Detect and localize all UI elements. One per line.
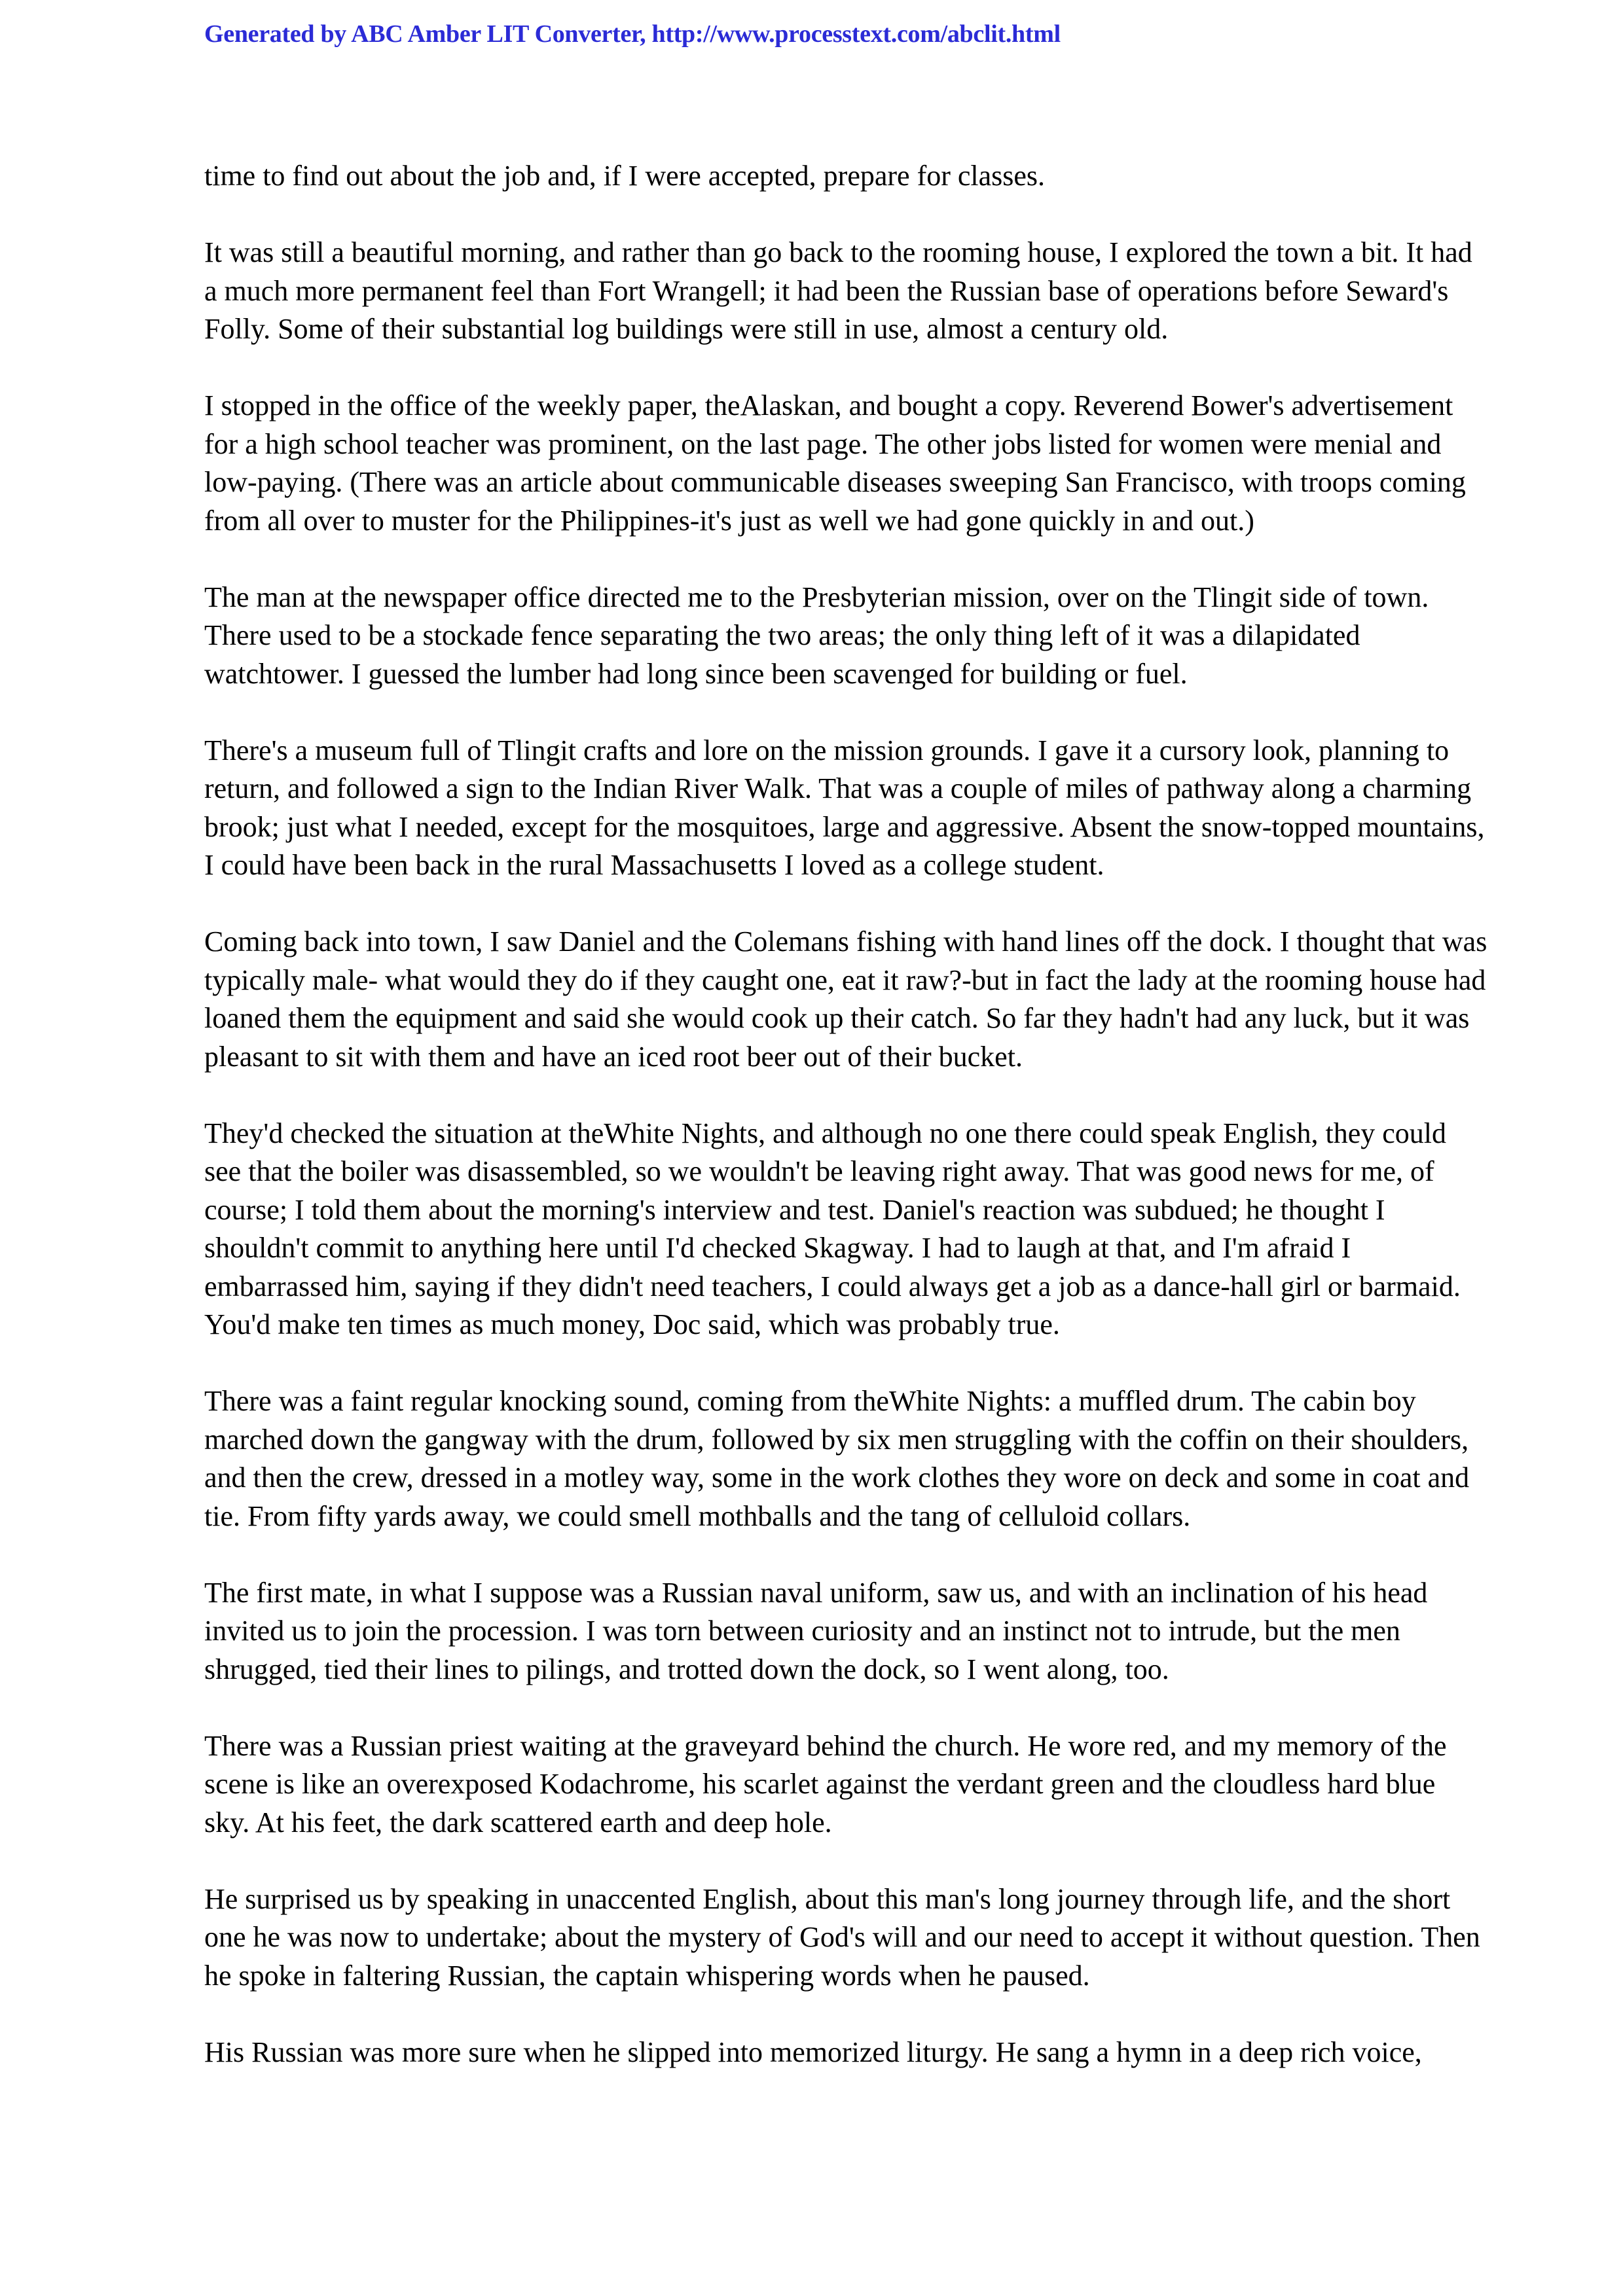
paragraph: His Russian was more sure when he slipped into memorized liturgy. He sang a hymn in a deep rich voice, — [204, 2036, 1422, 2068]
paragraph: time to find out about the job and, if I were accepted, prepare for classes. — [204, 160, 1046, 192]
paragraph: There was a Russian priest waiting at the graveyard behind the church. He wore red, and my memory of the scene is like an overexposed Kodachrome, his scarlet against the verdant green and the cloudless hard blue sky. At his feet, the dark scattered earth and deep hole. — [204, 1729, 1447, 1839]
paragraph: He surprised us by speaking in unaccented English, about this man's long journey through life, and the short one he was now to undertake; about the mystery of God's will and our need to accept it without question. Then he spoke in faltering Russian, the captain whispering words when he paused. — [204, 1882, 1480, 1992]
header-prefix: Generated by ABC Amber LIT Converter, — [204, 20, 652, 48]
paragraph: They'd checked the situation at theWhite Nights, and although no one there could speak English, they could see that the boiler was disassembled, so we wouldn't be leaving right away. That was good news for me, of course; I told them about the morning's interview and test. Daniel's reaction was subdued; he thought I shouldn't commit to anything here until I'd checked Skagway. I had to laugh at that, and I'm afraid I embarrassed him, saying if they didn't need teachers, I could always get a job as a dance-hall girl or barmaid. You'd make ten times as much money, Doc said, which was probably true. — [204, 1117, 1461, 1340]
paragraph: There was a faint regular knocking sound, coming from theWhite Nights: a muffled drum. The cabin boy marched down the gangway with the drum, followed by six men struggling with the coffin on their shoulders, and then the crew, dressed in a motley way, some in the work clothes they wore on deck and some in coat and tie. From fifty yards away, we could smell mothballs and the tang of celluloid collars. — [204, 1385, 1470, 1532]
converter-link[interactable]: http://www.processtext.com/abclit.html — [651, 20, 1061, 48]
paragraph: Coming back into town, I saw Daniel and the Colemans fishing with hand lines off the dock. I thought that was typically male- what would they do if they caught one, eat it raw?-but in fact the lady at the rooming house had loaned them the equipment and said she would cook up their catch. So far they hadn't had any luck, but it was pleasant to sit with them and have an iced root beer out of their bucket. — [204, 925, 1487, 1073]
paragraph: The man at the newspaper office directed me to the Presbyterian mission, over on the Tlingit side of town. There used to be a stockade fence separating the two areas; the only thing left of it was a dilapidated watchtower. I guessed the lumber had long since been scavenged for building or fuel. — [204, 581, 1429, 690]
paragraph: There's a museum full of Tlingit crafts and lore on the mission grounds. I gave it a cursory look, planning to return, and followed a sign to the Indian River Walk. That was a couple of miles of pathway along a charming brook; just what I needed, except for the mosquitoes, large and aggressive. Absent the snow-topped mountains, I could have been back in the rural Massachusetts I loved as a college student. — [204, 734, 1485, 881]
paragraph: The first mate, in what I suppose was a Russian naval uniform, saw us, and with an inclination of his head invited us to join the procession. I was torn between curiosity and an instinct not to intrude, but the men shrugged, tied their lines to pilings, and trotted down the dock, so I went along, too. — [204, 1576, 1428, 1685]
document-body — [204, 157, 1487, 2072]
converter-header — [204, 20, 1061, 48]
paragraph: It was still a beautiful morning, and rather than go back to the rooming house, I explored the town a bit. It had a much more permanent feel than Fort Wrangell; it had been the Russian base of operations before Seward's Folly. Some of their substantial log buildings were still in use, almost a century old. — [204, 236, 1472, 345]
paragraph: I stopped in the office of the weekly paper, theAlaskan, and bought a copy. Reverend Bower's advertisement for a high school teacher was prominent, on the last page. The other jobs listed for women were menial and low-paying. (There was an article about communicable diseases sweeping San Francisco, with troops coming from all over to muster for the Philippines-it's just as well we had gone quickly in and out.) — [204, 389, 1466, 537]
